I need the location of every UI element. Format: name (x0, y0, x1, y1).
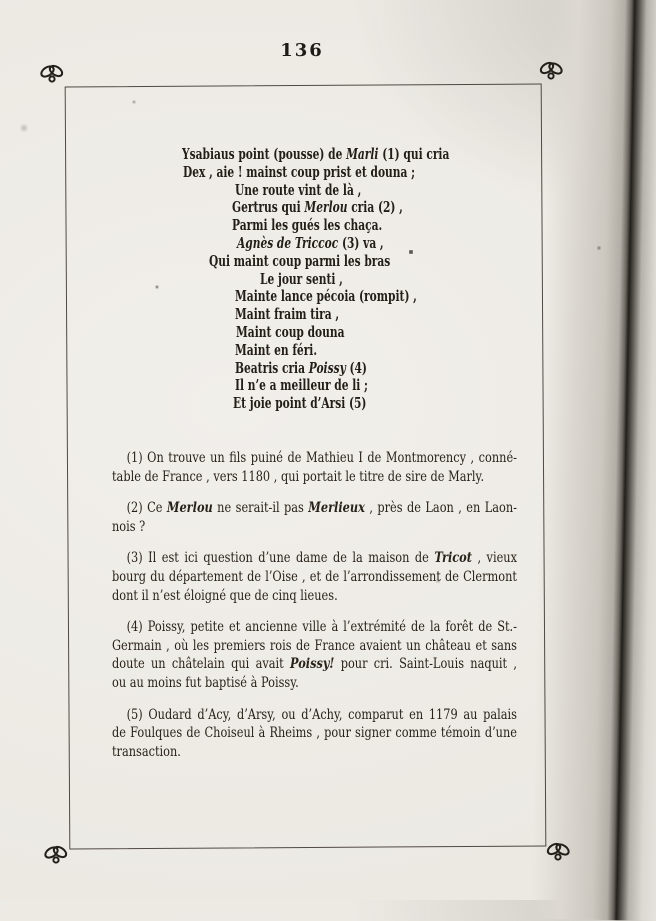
footnote-text: , vieux (471, 550, 518, 567)
footnote-text: (5) Oudard d’Acy, d’Arsy, ou d’Achy, comparut en 1179 au palais (126, 706, 517, 723)
footnote-text: table de France , vers 1180 , qui portait le titre de sire de Marly. (112, 468, 485, 485)
footnote (112, 449, 612, 486)
verse-line (235, 342, 465, 360)
verse-text: Maint en féri. (235, 340, 318, 359)
verse-text: (4) (345, 358, 367, 377)
footnote (112, 618, 612, 692)
footnote-italic-text: Tricot (434, 550, 472, 567)
verse-line (209, 253, 457, 271)
footnote-text: bourg du département de l’Oise , et de l’arrondissement de Clermont (112, 568, 517, 585)
verse-line (235, 288, 465, 306)
verse-line (183, 164, 450, 182)
verse-text: Et joie point d’Arsi (5) (233, 394, 367, 413)
footnote-line (112, 618, 517, 637)
footnote-line (112, 637, 517, 656)
footnote-line (112, 743, 517, 762)
verse-text: Le jour senti , (260, 269, 343, 288)
verse-text: Dex , aie ! mainst coup prist et douna ; (183, 162, 416, 181)
verse-text: Beatris cria (235, 358, 309, 377)
footnote-text: (2) Ce (126, 500, 167, 517)
verse-text: (3) va , (338, 233, 384, 252)
footnote (112, 706, 612, 762)
footnote-italic-text: Poissy! (289, 656, 335, 673)
footnote-line (112, 568, 517, 587)
verse-text: cria (2) , (347, 198, 403, 217)
footnote-line (112, 549, 517, 568)
verse-italic-text: Marli (346, 145, 379, 163)
verse-text: Une route vint de là , (235, 180, 362, 199)
footnote-text: ne serait-il pas (212, 500, 309, 517)
verse-line (235, 360, 465, 378)
footnote-line (112, 449, 517, 468)
footnote-italic-text: Merlieux (308, 500, 365, 517)
footnote-line (112, 724, 517, 743)
footnote-text: dont il n’est éloigné que de cinq lieues. (112, 587, 338, 604)
verse-italic-text: Agnès de Triccoc (237, 233, 339, 252)
verse-text: Parmi les gués les chaça. (232, 216, 383, 235)
verse-text: (1) qui cria (378, 145, 450, 163)
verse-text: Qui maint coup parmi les bras (209, 251, 391, 270)
footnote-text: doute un châtelain qui avait (112, 656, 290, 673)
footnote-text: ou au moins fut baptisé à Poissy. (112, 674, 299, 691)
scan-specks (0, 0, 2, 2)
verse-italic-text: Merlou (304, 198, 348, 217)
footnote-text: nois ? (112, 518, 146, 535)
verse-italic-text: Poissy (308, 358, 346, 377)
footnote (112, 549, 612, 605)
verse-text: Maint coup douna (236, 322, 345, 341)
footnote-text: de Foulques de Choiseul à Rheims , pour signer comme témoin d’une (112, 725, 517, 742)
footnote-line (112, 674, 517, 693)
verse-line (235, 306, 465, 324)
footnote-line (112, 706, 517, 725)
verse-line (237, 235, 465, 253)
corner-flourish-icon (42, 843, 70, 867)
footnote-line (112, 587, 517, 606)
verse-text: Maint fraim tira , (235, 305, 340, 324)
footnote-italic-text: Merlou (166, 500, 213, 517)
verse-line (260, 271, 472, 289)
verse-text: Gertrus qui (232, 198, 305, 217)
footnote-text: (1) On trouve un fils puiné de Mathieu I de Montmorency , conné- (126, 450, 517, 466)
verse-line (235, 182, 465, 200)
corner-flourish-icon (544, 840, 572, 864)
verse-line (233, 395, 464, 413)
footnote-text: (4) Poissy, petite et ancienne ville à l’extrémité de la forêt de St.- (126, 619, 517, 636)
footnote-line (112, 655, 517, 674)
corner-flourish-icon (38, 62, 66, 86)
footnote (112, 499, 612, 536)
verse-line (232, 199, 464, 217)
footnotes-block (112, 449, 612, 774)
verse-line (236, 324, 465, 342)
footnote-text: pour cri. Saint-Louis naquit , (334, 656, 517, 673)
verse-block (67, 146, 559, 413)
footnote-text: Germain , où les premiers rois de France avaient un château et sans (112, 637, 517, 654)
footnote-text: (3) Il est ici question d’une dame de la maison de (126, 550, 435, 567)
verse-text: Il n’e a meilleur de li ; (235, 376, 368, 395)
verse-text: Mainte lance pécoia (rompit) , (235, 287, 417, 306)
verse-line (182, 146, 449, 164)
footnote-line (112, 518, 517, 537)
footnote-text: , près de Laon , en Laon- (364, 500, 517, 517)
footnote-text: transaction. (112, 743, 181, 760)
footnote-line (112, 468, 517, 487)
verse-line (232, 217, 464, 235)
verse-text: Ysabiaus point (pousse) de (182, 145, 347, 163)
page-number: 136 (280, 40, 324, 61)
footnote-line (112, 499, 517, 518)
verse-line (235, 377, 465, 395)
corner-flourish-icon (537, 59, 565, 83)
